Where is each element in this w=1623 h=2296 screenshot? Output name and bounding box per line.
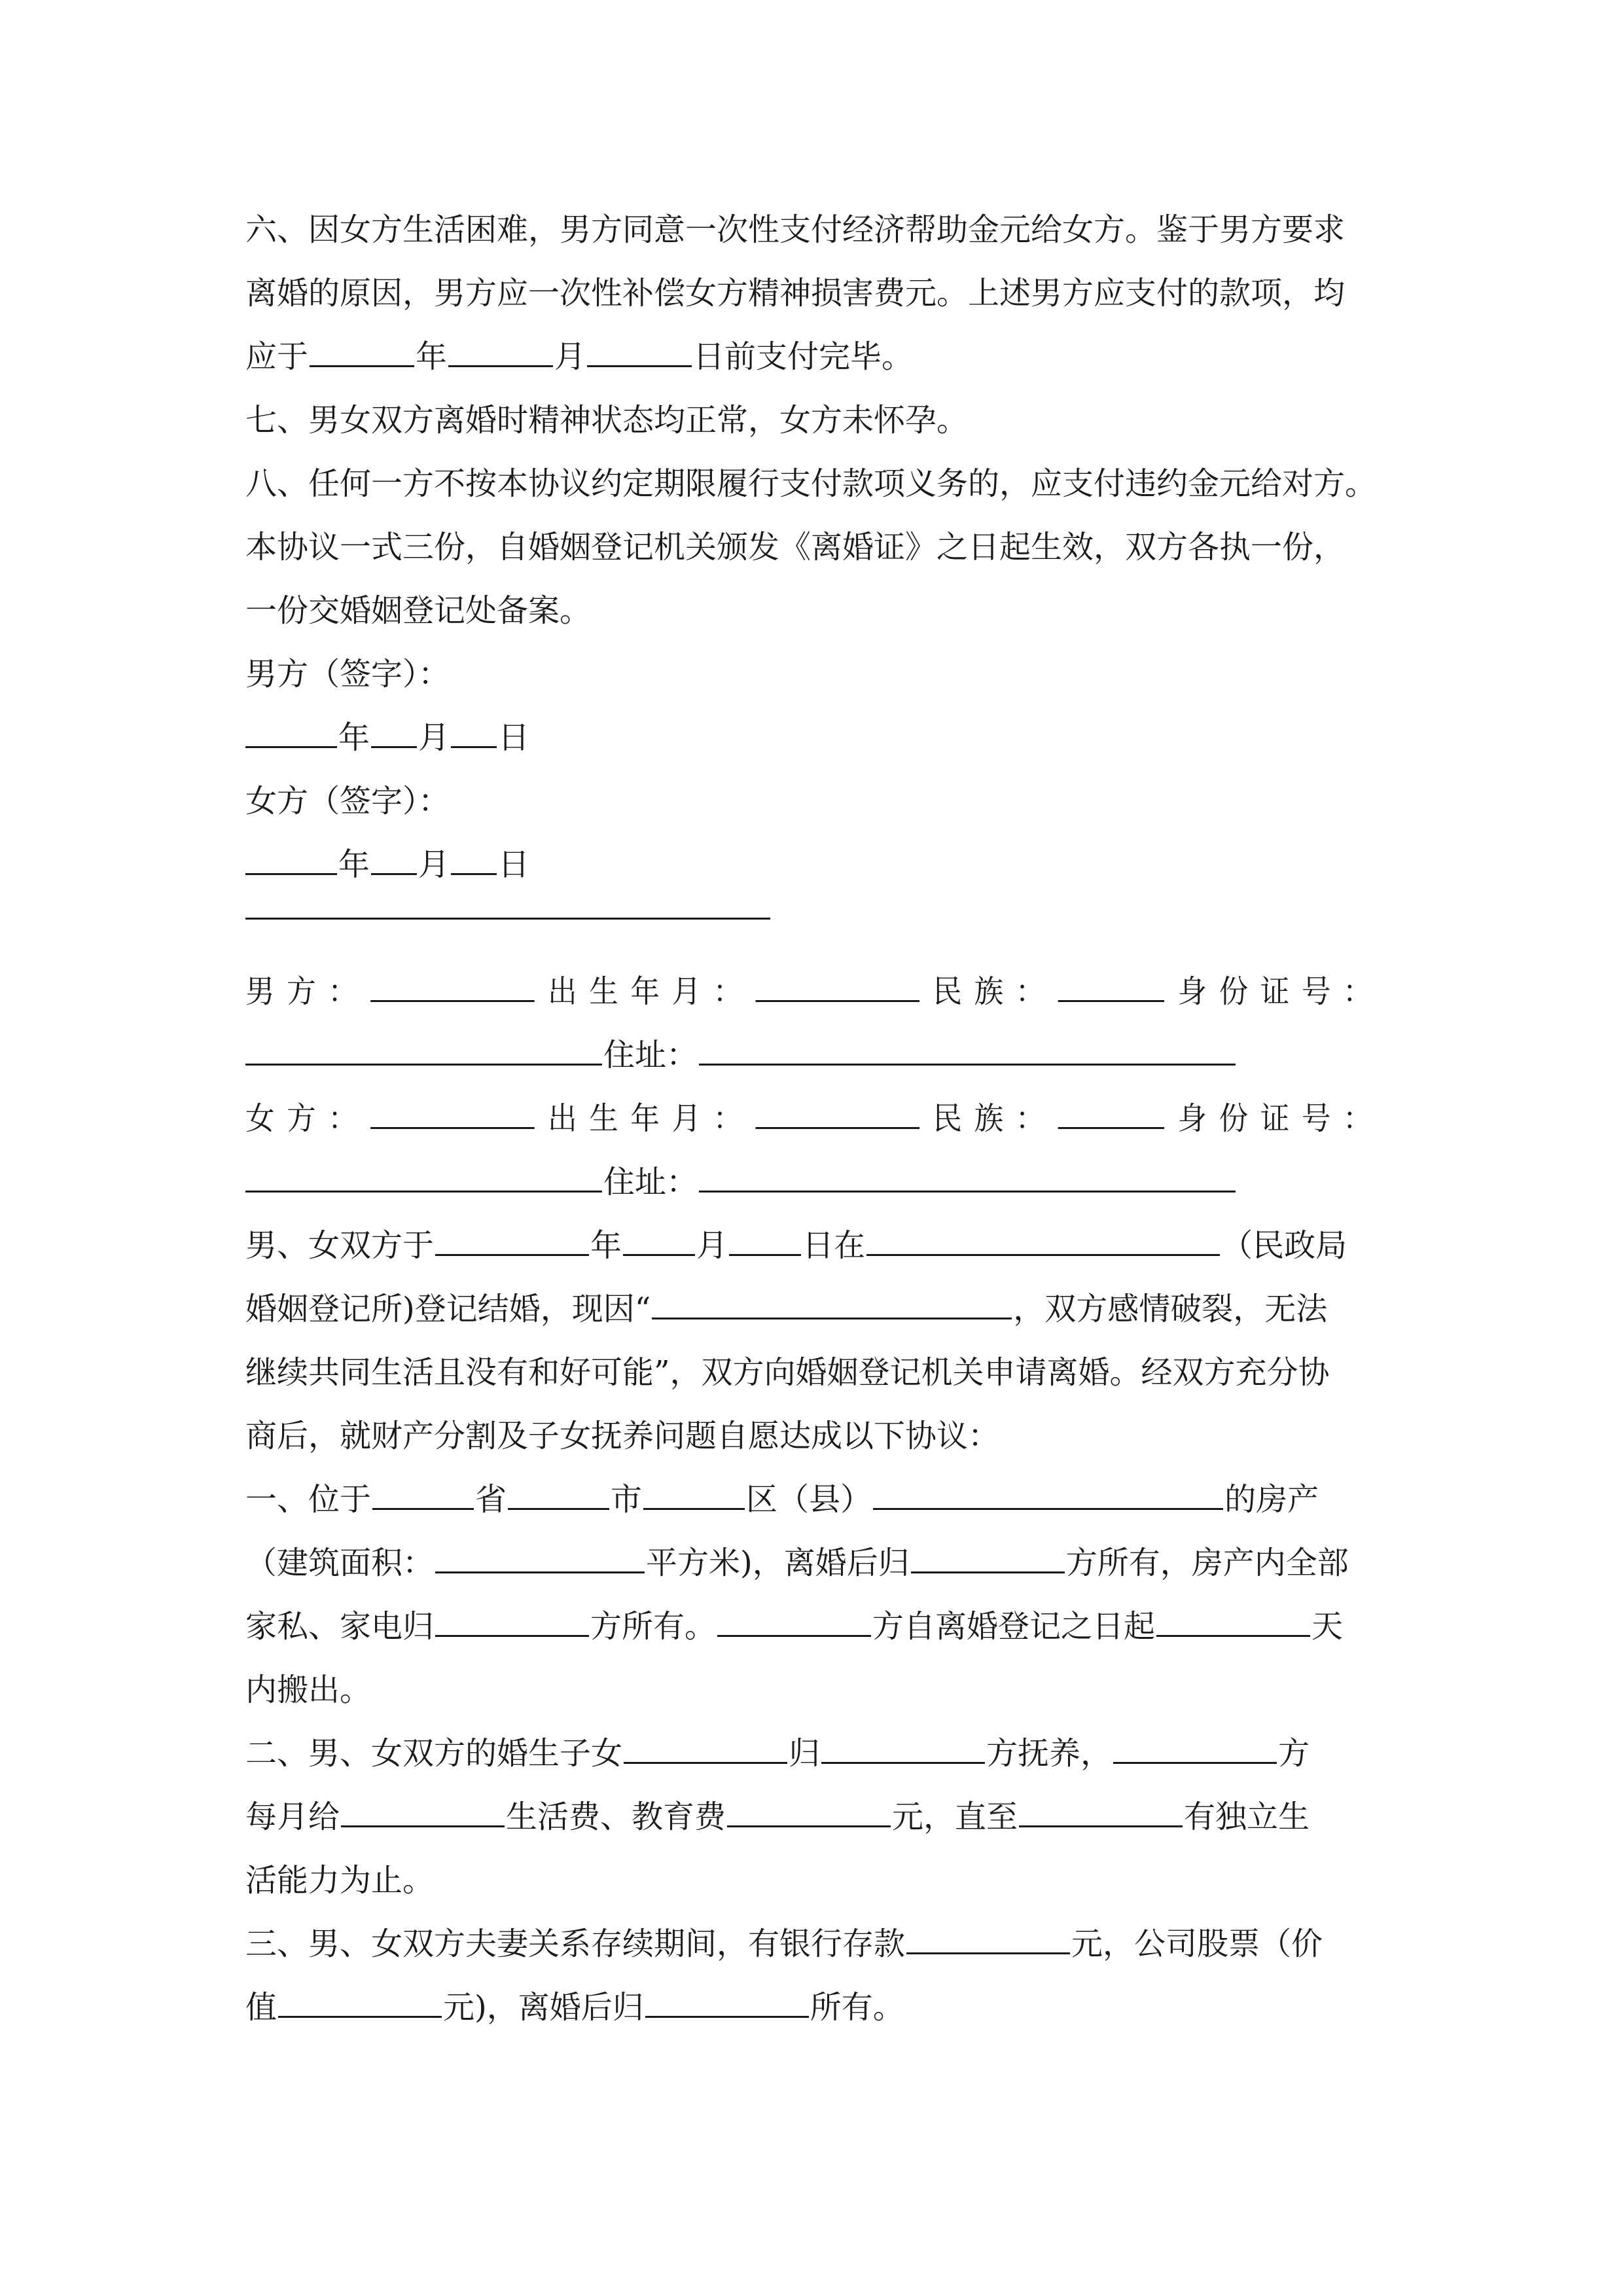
article-1-line-1 xyxy=(245,1467,1384,1532)
text: 每月给 xyxy=(245,1799,340,1835)
text: 男方（签字）： xyxy=(245,656,450,692)
text: 元)，离婚后归 xyxy=(443,1989,644,2026)
female-signature-label xyxy=(245,769,1384,833)
text: 月 xyxy=(696,1227,728,1264)
clause-6-line-2 xyxy=(245,261,1384,325)
male-label: 男方： xyxy=(245,973,370,1010)
text: 三、男、女双方夫妻关系存续期间，有银行存款 xyxy=(245,1926,906,1962)
text: 日在 xyxy=(802,1227,866,1264)
text: （民政局 xyxy=(1221,1227,1347,1264)
female-address-line xyxy=(245,1150,1384,1214)
payment-month-blank[interactable] xyxy=(448,343,553,367)
stock-value-blank[interactable] xyxy=(278,1994,442,2018)
property-address-blank[interactable] xyxy=(873,1486,1223,1510)
text: 家私、家电归 xyxy=(245,1608,435,1645)
male-address-line xyxy=(245,1023,1384,1087)
marriage-line-2 xyxy=(245,1277,1384,1341)
text: 商后，就财产分割及子女抚养问题自愿达成以下协议： xyxy=(245,1418,1000,1454)
female-id-blank[interactable] xyxy=(245,1168,602,1193)
article-3-line-1 xyxy=(245,1912,1384,1976)
male-info-line xyxy=(245,960,1385,1024)
text: 元，公司股票（价 xyxy=(1071,1926,1323,1962)
city-blank[interactable] xyxy=(508,1486,609,1510)
text: 年 xyxy=(590,1227,622,1264)
male-address-blank[interactable] xyxy=(699,1041,1236,1066)
moving-party-blank[interactable] xyxy=(717,1613,871,1637)
text: 元，直至 xyxy=(892,1799,1018,1835)
moving-days-blank[interactable] xyxy=(1156,1613,1310,1637)
marriage-place-blank[interactable] xyxy=(866,1232,1220,1256)
payment-year-blank[interactable] xyxy=(310,343,414,367)
text: 年 xyxy=(338,846,370,883)
male-sign-year-blank[interactable] xyxy=(245,724,337,748)
marriage-day-blank[interactable] xyxy=(729,1232,801,1256)
divorce-reason-blank[interactable] xyxy=(652,1295,1012,1319)
text: 年 xyxy=(338,719,370,756)
text: 天 xyxy=(1311,1608,1344,1645)
text: 月 xyxy=(418,846,450,883)
female-sign-year-blank[interactable] xyxy=(245,851,337,875)
marriage-line-4 xyxy=(245,1404,1384,1468)
deposit-blank[interactable] xyxy=(906,1930,1070,1954)
closing-text-2: 一份交婚姻登记处备案。 xyxy=(245,592,592,629)
male-name-blank[interactable] xyxy=(370,978,535,1002)
text: 继续共同生活且没有和好可能”，双方向婚姻登记机关申请离婚。经双方充分协 xyxy=(245,1354,1330,1391)
female-sign-month-blank[interactable] xyxy=(371,851,417,875)
female-label: 女方： xyxy=(245,1100,370,1137)
article-3-line-2 xyxy=(245,1975,1384,2039)
text: 方 xyxy=(1278,1735,1310,1772)
clause-6-line-3 xyxy=(245,325,1384,389)
marriage-month-blank[interactable] xyxy=(623,1232,695,1256)
address-label: 住址： xyxy=(603,1037,698,1073)
text: 女方（签字）： xyxy=(245,783,450,819)
child-blank[interactable] xyxy=(624,1740,787,1764)
province-blank[interactable] xyxy=(372,1486,474,1510)
article-1-line-2 xyxy=(245,1531,1384,1595)
id-label: 身份证号： xyxy=(1177,1100,1385,1137)
article-1-line-3 xyxy=(245,1594,1384,1659)
female-ethnic-blank[interactable] xyxy=(1058,1105,1164,1129)
clause-7 xyxy=(245,388,1384,452)
male-birth-blank[interactable] xyxy=(756,978,920,1002)
text: 月 xyxy=(554,338,586,375)
id-label: 身份证号： xyxy=(1177,973,1385,1010)
text: 婚姻登记所)登记结婚，现因“ xyxy=(245,1291,651,1327)
text: 值 xyxy=(245,1989,277,2026)
female-signature-date xyxy=(245,833,1384,897)
male-ethnic-blank[interactable] xyxy=(1058,978,1164,1002)
article-2-line-1 xyxy=(245,1721,1384,1785)
birth-label: 出生年月： xyxy=(548,1100,755,1137)
male-sign-day-blank[interactable] xyxy=(451,724,497,748)
text: 区（县） xyxy=(746,1481,872,1518)
text: 内搬出。 xyxy=(245,1672,372,1708)
marriage-line-3 xyxy=(245,1340,1384,1405)
article-2-line-3 xyxy=(245,1848,1384,1912)
closing-line-1 xyxy=(245,515,1384,579)
text: 月 xyxy=(418,719,450,756)
text: 省 xyxy=(475,1481,507,1518)
clause-6-line-1 xyxy=(245,198,1384,262)
text: 方所有，房产内全部 xyxy=(1065,1545,1349,1581)
text: 二、男、女双方的婚生子女 xyxy=(245,1735,623,1772)
male-signature-date xyxy=(245,706,1384,770)
text: 方抚养， xyxy=(986,1735,1113,1772)
male-sign-month-blank[interactable] xyxy=(371,724,417,748)
clause-6-text-1: 六、因女方生活困难，男方同意一次性支付经济帮助金元给女方。鉴于男方要求 xyxy=(245,211,1346,248)
district-blank[interactable] xyxy=(643,1486,745,1510)
clause-8 xyxy=(245,452,1384,516)
furniture-owner-blank[interactable] xyxy=(435,1613,589,1637)
until-blank[interactable] xyxy=(1019,1803,1183,1827)
female-address-blank[interactable] xyxy=(699,1168,1236,1193)
ethnic-label: 民族： xyxy=(933,1100,1057,1137)
marriage-line-1 xyxy=(245,1213,1384,1278)
text: 日 xyxy=(498,719,530,756)
text: ，双方感情破裂，无法 xyxy=(1013,1291,1328,1327)
text: 一、位于 xyxy=(245,1481,372,1518)
closing-text-1: 本协议一式三份，自婚姻登记机关颁发《离婚证》之日起生效，双方各执一份， xyxy=(245,529,1346,565)
article-1-line-4 xyxy=(245,1658,1384,1722)
support-amount-blank[interactable] xyxy=(727,1803,891,1827)
marriage-year-blank[interactable] xyxy=(435,1232,589,1256)
text: 有独立生 xyxy=(1184,1799,1310,1835)
text: 活能力为止。 xyxy=(245,1862,435,1899)
text: 男、女双方于 xyxy=(245,1227,435,1264)
payment-day-blank[interactable] xyxy=(587,343,692,367)
property-owner-blank[interactable] xyxy=(911,1549,1065,1573)
text: 平方米)，离婚后归 xyxy=(646,1545,910,1581)
female-sign-day-blank[interactable] xyxy=(451,851,497,875)
area-blank[interactable] xyxy=(435,1549,645,1573)
custody-party-blank[interactable] xyxy=(821,1740,985,1764)
female-info-line xyxy=(245,1086,1385,1151)
text: 的房产 xyxy=(1224,1481,1319,1518)
address-label: 住址： xyxy=(603,1164,698,1200)
ethnic-label: 民族： xyxy=(933,973,1057,1010)
text: 生活费、教育费 xyxy=(506,1799,726,1835)
text: 年 xyxy=(416,338,448,375)
male-signature-label xyxy=(245,642,1384,706)
text: 归 xyxy=(789,1735,821,1772)
text: 所有。 xyxy=(810,1989,904,2026)
female-birth-blank[interactable] xyxy=(756,1105,920,1129)
article-2-line-2 xyxy=(245,1785,1384,1849)
text: 日 xyxy=(498,846,530,883)
text: 方所有。 xyxy=(590,1608,717,1645)
text: （建筑面积： xyxy=(245,1545,435,1581)
birth-label: 出生年月： xyxy=(548,973,755,1010)
text: 市 xyxy=(611,1481,643,1518)
recipient-blank[interactable] xyxy=(341,1803,505,1827)
clause-6-text-2: 离婚的原因，男方应一次性补偿女方精神损害费元。上述男方应支付的款项，均 xyxy=(245,275,1346,312)
clause-8-text: 八、任何一方不按本协议约定期限履行支付款项义务的，应支付违约金元给对方。 xyxy=(245,465,1377,502)
paying-party-blank[interactable] xyxy=(1113,1740,1277,1764)
stock-owner-blank[interactable] xyxy=(645,1994,809,2018)
clause-7-text: 七、男女双方离婚时精神状态均正常，女方未怀孕。 xyxy=(245,402,969,439)
female-name-blank[interactable] xyxy=(370,1105,535,1129)
closing-line-2 xyxy=(245,579,1384,643)
male-id-blank[interactable] xyxy=(245,1041,602,1066)
text: 方自离婚登记之日起 xyxy=(872,1608,1156,1645)
section-divider xyxy=(245,918,770,920)
text: 日前支付完毕。 xyxy=(693,338,914,375)
text: 应于 xyxy=(245,338,309,375)
